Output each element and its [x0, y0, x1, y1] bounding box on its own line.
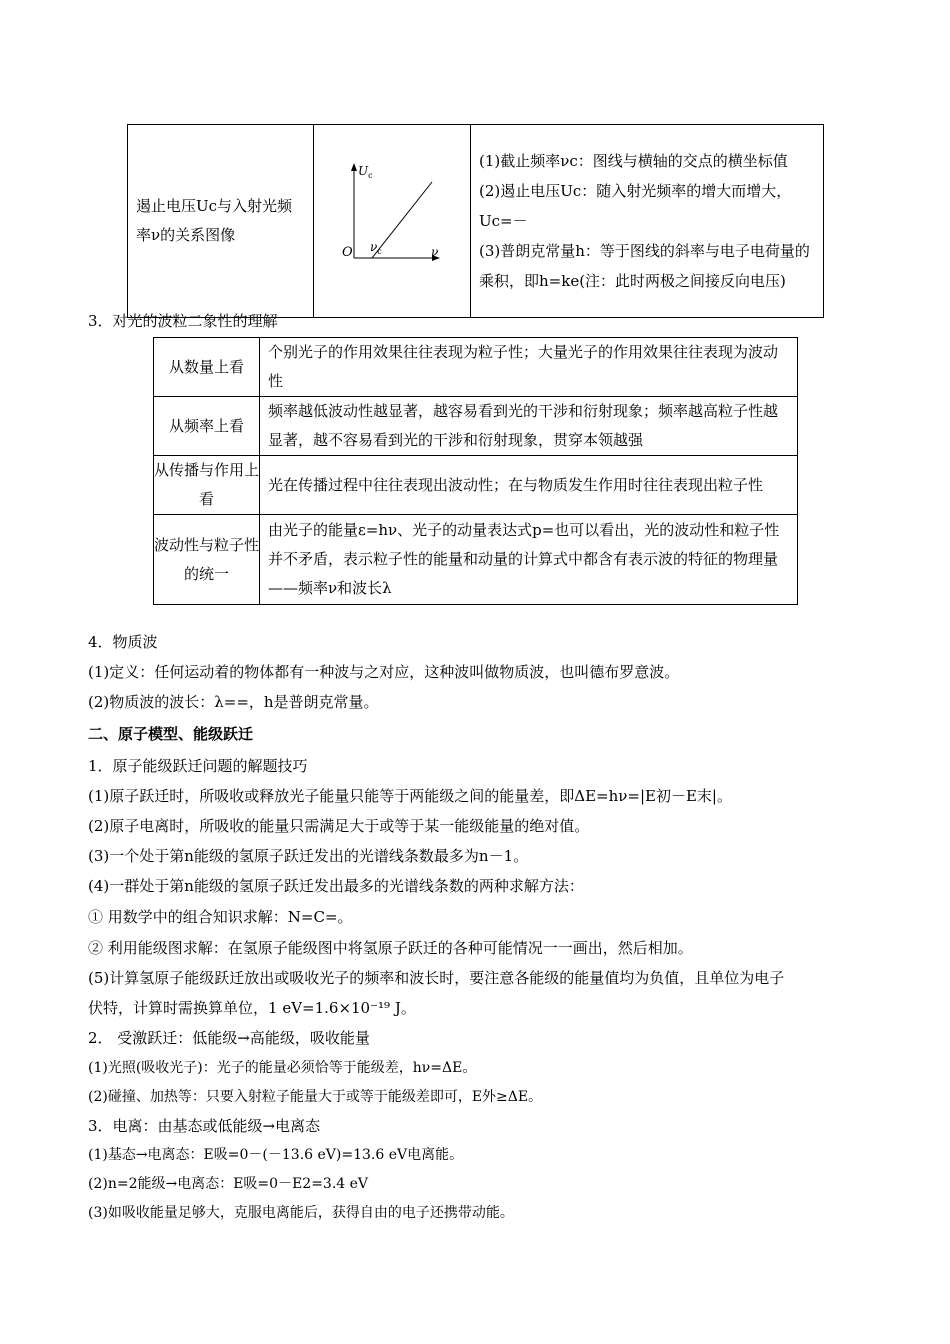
row-unity-head: 波动性与粒子性的统一: [154, 515, 260, 605]
subheading-transition-tips: 1．原子能级跃迁问题的解题技巧: [88, 757, 308, 775]
tip-5-line-2: 伏特，计算时需换算单位，1 eV=1.6×10⁻¹⁹ J。: [88, 999, 416, 1017]
excited-collision: (2)碰撞、加热等：只要入射粒子能量大于或等于能级差即可，E外≥ΔE。: [88, 1089, 543, 1105]
desc-cutoff-frequency: (1)截止频率νc：图线与横轴的交点的横坐标值: [479, 152, 788, 170]
heading-atomic-model: 二、原子模型、能级跃迁: [88, 725, 254, 743]
y-axis-label: $U_c$: [358, 164, 373, 180]
section-4-title: 4．物质波: [88, 633, 158, 651]
tip-3: (3)一个处于第n能级的氢原子跃迁发出的光谱线条数最多为n－1。: [88, 847, 529, 865]
graph-table: [127, 124, 824, 318]
tip-5-line-1: (5)计算氢原子能级跃迁放出或吸收光子的频率和波长时，要注意各能级的能量值均为负值，且单位为电子: [88, 969, 785, 987]
method-1: ① 用数学中的组合知识求解：N=C=。: [88, 908, 353, 926]
row-propagation-body: 光在传播过程中往往表现出波动性；在与物质发生作用时往往表现出粒子性: [260, 456, 798, 515]
excited-illumination: (1)光照(吸收光子)：光子的能量必须恰等于能级差，hν=ΔE。: [88, 1060, 477, 1076]
tip-2: (2)原子电离时，所吸收的能量只需满足大于或等于某一能级能量的绝对值。: [88, 817, 590, 835]
method-2: ② 利用能级图求解：在氢原子能级图中将氢原子跃迁的各种可能情况一一画出，然后相加。: [88, 939, 693, 957]
ionization-n2: (2)n=2能级→电离态：E吸=0－E2=3.4 eV: [88, 1176, 369, 1192]
cutoff-frequency-label: $\nu_c$: [370, 240, 382, 256]
section-3-title: 3．对光的波粒二象性的理解: [88, 312, 278, 330]
origin-label: O: [342, 245, 353, 260]
y-axis-arrow: [351, 163, 357, 171]
desc-stopping-voltage: (2)遏止电压Uc：随入射光频率的增大而增大，Uc=－: [479, 182, 792, 230]
tip-4: (4)一群处于第n能级的氢原子跃迁发出最多的光谱线条数的两种求解方法：: [88, 877, 584, 895]
row-frequency-body: 频率越低波动性越显著，越容易看到光的干涉和衍射现象；频率越高粒子性越显著，越不容易看到光的干涉和衍射现象，贯穿本领越强: [260, 397, 798, 456]
matter-wave-wavelength: (2)物质波的波长：λ==，h是普朗克常量。: [88, 693, 379, 711]
wave-particle-table: [153, 337, 798, 605]
matter-wave-definition: (1)定义：任何运动着的物体都有一种波与之对应，这种波叫做物质波，也叫德布罗意波。: [88, 663, 680, 681]
tip-1: (1)原子跃迁时，所吸收或释放光子能量只能等于两能级之间的能量差，即ΔE=hν=|E初－E末|。: [88, 787, 732, 805]
ionization-extra-energy: (3)如吸收能量足够大，克服电离能后，获得自由的电子还携带动能。: [88, 1205, 514, 1221]
row-quantity-body: 个别光子的作用效果往往表现为粒子性；大量光子的作用效果往往表现为波动性: [260, 338, 798, 397]
row-propagation-head: 从传播与作用上看: [154, 456, 260, 515]
graph-description: [471, 125, 824, 318]
subheading-excited-transition: 2． 受激跃迁：低能级→高能级，吸收能量: [88, 1029, 370, 1047]
graph-cell: [314, 125, 471, 318]
ionization-ground: (1)基态→电离态：E吸=0－(－13.6 eV)=13.6 eV电离能。: [88, 1147, 464, 1163]
row-frequency-head: 从频率上看: [154, 397, 260, 456]
subheading-ionization: 3．电离：由基态或低能级→电离态: [88, 1117, 321, 1135]
desc-planck-constant: (3)普朗克常量h：等于图线的斜率与电子电荷量的乘积，即h=ke(注：此时两极之间接反向电压): [479, 242, 810, 290]
row-unity-body: 由光子的能量ε=hν、光子的动量表达式p=也可以看出，光的波动性和粒子性并不矛盾，表示粒子性的能量和动量的计算式中都含有表示波的特征的物理量——频率ν和波长λ: [260, 515, 798, 605]
row-quantity-head: 从数量上看: [154, 338, 260, 397]
x-axis-label: ν: [431, 245, 439, 259]
graph-table-label: 遏止电压Uc与入射光频率ν的关系图像: [128, 125, 314, 318]
uc-frequency-graph: [314, 125, 470, 307]
